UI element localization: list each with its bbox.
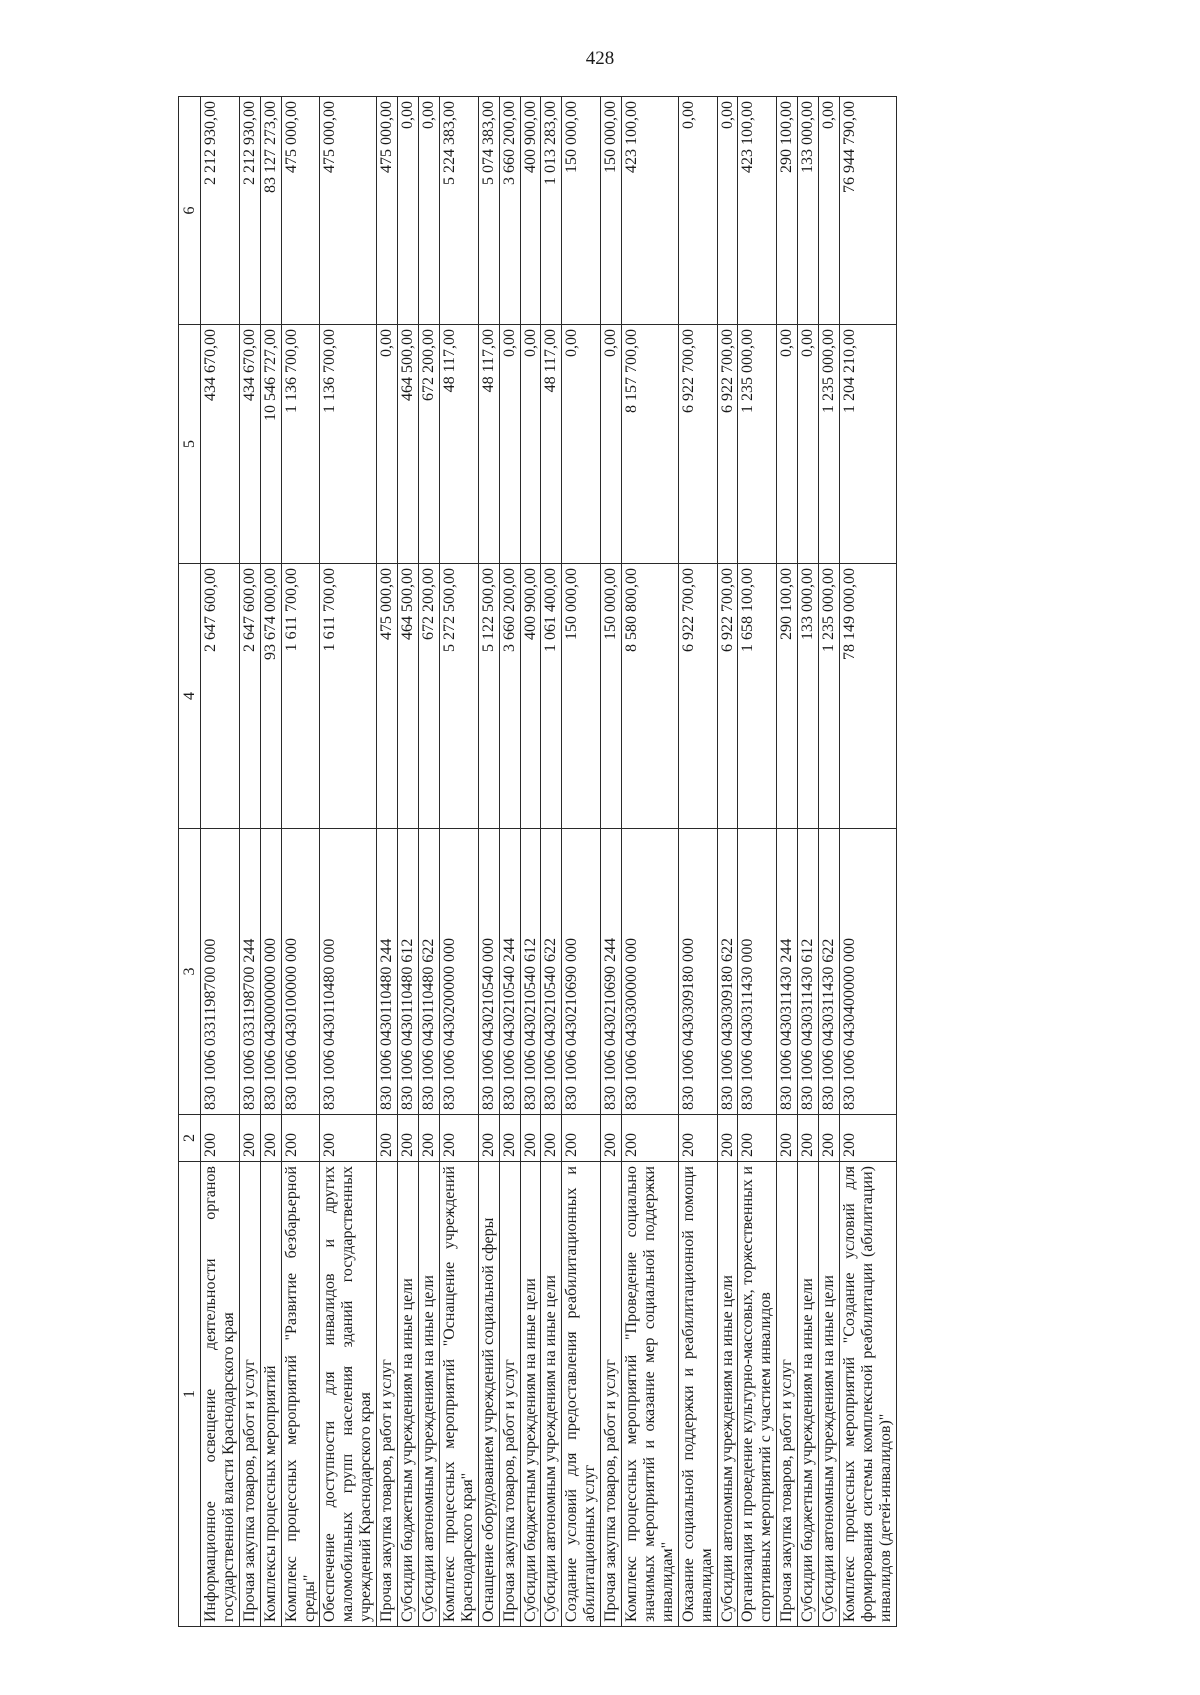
table-row (201, 97, 240, 1627)
table-row (499, 97, 520, 1627)
row-value-col4-cell: 400 900,00 (520, 564, 541, 829)
row-value-col4-cell: 5 122 500,00 (478, 564, 499, 829)
row-kbk-cell: 830 1006 0430000000 000 (260, 829, 281, 1115)
row-value-col5-cell: 0,00 (499, 325, 520, 564)
table-row (622, 97, 679, 1627)
row-value-col6-cell: 423 100,00 (622, 97, 679, 325)
row-code-cell: 200 (418, 1115, 439, 1162)
row-value-col5-cell: 6 922 700,00 (717, 325, 738, 564)
row-value-col6-cell: 76 944 790,00 (840, 97, 897, 325)
row-value-col5-cell: 10 546 727,00 (260, 325, 281, 564)
row-value-col4-cell: 6 922 700,00 (717, 564, 738, 829)
row-code-cell: 200 (499, 1115, 520, 1162)
row-name-cell: Комплекс процессных мероприятий "Проведение социально значимых мероприятий и оказание мер социальной поддержки инвалидам" (622, 1162, 679, 1627)
row-code-cell: 200 (239, 1115, 260, 1162)
row-code-cell: 200 (320, 1115, 377, 1162)
row-name-cell: Прочая закупка товаров, работ и услуг (239, 1162, 260, 1627)
table-row (840, 97, 897, 1627)
row-value-col4-cell: 464 500,00 (398, 564, 419, 829)
table-row (601, 97, 622, 1627)
row-value-col6-cell: 423 100,00 (738, 97, 777, 325)
row-value-col4-cell: 8 580 800,00 (622, 564, 679, 829)
row-name-cell: Прочая закупка товаров, работ и услуг (377, 1162, 398, 1627)
row-name-cell: Субсидии бюджетным учреждениям на иные цели (398, 1162, 419, 1627)
row-name-cell: Субсидии автономным учреждениям на иные цели (418, 1162, 439, 1627)
row-name-cell: Субсидии автономным учреждениям на иные цели (541, 1162, 562, 1627)
row-code-cell: 200 (678, 1115, 717, 1162)
row-value-col5-cell: 0,00 (520, 325, 541, 564)
row-value-col4-cell: 475 000,00 (377, 564, 398, 829)
row-kbk-cell: 830 1006 0430210540 622 (541, 829, 562, 1115)
row-value-col4-cell: 150 000,00 (562, 564, 601, 829)
row-code-cell: 200 (478, 1115, 499, 1162)
row-value-col5-cell: 672 200,00 (418, 325, 439, 564)
row-value-col5-cell: 1 235 000,00 (819, 325, 840, 564)
row-name-cell: Комплекс процессных мероприятий "Оснащение учреждений Краснодарского края" (439, 1162, 478, 1627)
row-kbk-cell: 830 1006 0430311430 244 (777, 829, 798, 1115)
row-value-col4-cell: 93 674 000,00 (260, 564, 281, 829)
row-value-col6-cell: 150 000,00 (601, 97, 622, 325)
row-code-cell: 200 (622, 1115, 679, 1162)
row-value-col6-cell: 133 000,00 (798, 97, 819, 325)
row-value-col6-cell: 400 900,00 (520, 97, 541, 325)
row-value-col5-cell: 434 670,00 (201, 325, 240, 564)
row-code-cell: 200 (840, 1115, 897, 1162)
row-value-col4-cell: 5 272 500,00 (439, 564, 478, 829)
row-value-col5-cell: 0,00 (562, 325, 601, 564)
table-row (260, 97, 281, 1627)
table-row (777, 97, 798, 1627)
row-kbk-cell: 830 1006 0430210540 244 (499, 829, 520, 1115)
page-number: 428 (585, 48, 615, 69)
row-kbk-cell: 830 1006 0430110480 244 (377, 829, 398, 1115)
row-value-col6-cell: 150 000,00 (562, 97, 601, 325)
row-value-col6-cell: 0,00 (418, 97, 439, 325)
table-row (717, 97, 738, 1627)
row-kbk-cell: 830 1006 0430309180 622 (717, 829, 738, 1115)
row-kbk-cell: 830 1006 0430110480 612 (398, 829, 419, 1115)
row-value-col4-cell: 1 611 700,00 (281, 564, 320, 829)
row-value-col5-cell: 0,00 (777, 325, 798, 564)
row-value-col6-cell: 0,00 (398, 97, 419, 325)
row-name-cell: Информационное освещение деятельности органов государственной власти Краснодарского края (201, 1162, 240, 1627)
row-kbk-cell: 830 1006 0430110480 622 (418, 829, 439, 1115)
row-name-cell: Оказание социальной поддержки и реабилитационной помощи инвалидам (678, 1162, 717, 1627)
row-code-cell: 200 (738, 1115, 777, 1162)
row-value-col6-cell: 3 660 200,00 (499, 97, 520, 325)
row-value-col5-cell: 0,00 (798, 325, 819, 564)
header-cell: 1 (179, 1162, 201, 1627)
table-row (562, 97, 601, 1627)
header-cell: 3 (179, 829, 201, 1115)
row-code-cell: 200 (562, 1115, 601, 1162)
row-code-cell: 200 (601, 1115, 622, 1162)
row-value-col4-cell: 1 611 700,00 (320, 564, 377, 829)
row-code-cell: 200 (260, 1115, 281, 1162)
table-row (738, 97, 777, 1627)
row-value-col6-cell: 2 212 930,00 (239, 97, 260, 325)
table-row (281, 97, 320, 1627)
row-kbk-cell: 830 1006 0331198700 000 (201, 829, 240, 1115)
row-value-col4-cell: 6 922 700,00 (678, 564, 717, 829)
row-code-cell: 200 (281, 1115, 320, 1162)
row-value-col5-cell: 6 922 700,00 (678, 325, 717, 564)
row-value-col6-cell: 0,00 (717, 97, 738, 325)
row-kbk-cell: 830 1006 0430311430 612 (798, 829, 819, 1115)
row-name-cell: Комплексы процессных мероприятий (260, 1162, 281, 1627)
row-value-col6-cell: 2 212 930,00 (201, 97, 240, 325)
row-value-col4-cell: 2 647 600,00 (239, 564, 260, 829)
row-value-col5-cell: 1 136 700,00 (281, 325, 320, 564)
row-kbk-cell: 830 1006 0430300000 000 (622, 829, 679, 1115)
row-value-col4-cell: 133 000,00 (798, 564, 819, 829)
row-value-col6-cell: 475 000,00 (377, 97, 398, 325)
row-name-cell: Субсидии автономным учреждениям на иные цели (819, 1162, 840, 1627)
row-value-col4-cell: 2 647 600,00 (201, 564, 240, 829)
table-row (678, 97, 717, 1627)
row-value-col5-cell: 0,00 (601, 325, 622, 564)
row-value-col6-cell: 475 000,00 (320, 97, 377, 325)
row-value-col4-cell: 672 200,00 (418, 564, 439, 829)
table-row (418, 97, 439, 1627)
row-value-col5-cell: 1 136 700,00 (320, 325, 377, 564)
row-name-cell: Субсидии бюджетным учреждениям на иные цели (798, 1162, 819, 1627)
row-kbk-cell: 830 1006 0331198700 244 (239, 829, 260, 1115)
row-value-col6-cell: 0,00 (819, 97, 840, 325)
row-kbk-cell: 830 1006 0430210540 000 (478, 829, 499, 1115)
row-kbk-cell: 830 1006 0430200000 000 (439, 829, 478, 1115)
table-row (819, 97, 840, 1627)
row-code-cell: 200 (777, 1115, 798, 1162)
table-row (320, 97, 377, 1627)
row-value-col5-cell: 48 117,00 (541, 325, 562, 564)
row-name-cell: Субсидии автономным учреждениям на иные цели (717, 1162, 738, 1627)
table-row (398, 97, 419, 1627)
row-code-cell: 200 (798, 1115, 819, 1162)
row-kbk-cell: 830 1006 0430210690 000 (562, 829, 601, 1115)
row-value-col5-cell: 8 157 700,00 (622, 325, 679, 564)
row-value-col5-cell: 48 117,00 (439, 325, 478, 564)
table-row (478, 97, 499, 1627)
row-code-cell: 200 (819, 1115, 840, 1162)
row-value-col6-cell: 0,00 (678, 97, 717, 325)
row-value-col4-cell: 1 658 100,00 (738, 564, 777, 829)
header-cell: 4 (179, 564, 201, 829)
row-value-col5-cell: 1 204 210,00 (840, 325, 897, 564)
row-code-cell: 200 (520, 1115, 541, 1162)
row-value-col5-cell: 48 117,00 (478, 325, 499, 564)
rotated-table-container (178, 97, 1073, 1627)
row-name-cell: Создание условий для предоставления реабилитационных и абилитационных услуг (562, 1162, 601, 1627)
table-row (439, 97, 478, 1627)
row-value-col5-cell: 1 235 000,00 (738, 325, 777, 564)
row-value-col4-cell: 150 000,00 (601, 564, 622, 829)
row-kbk-cell: 830 1006 0430110480 000 (320, 829, 377, 1115)
row-name-cell: Комплекс процессных мероприятий "Создание условий для формирования системы комплексной реабилитации (абилитации) инвалидов (детей-инвалидов)" (840, 1162, 897, 1627)
row-value-col6-cell: 290 100,00 (777, 97, 798, 325)
row-kbk-cell: 830 1006 0430100000 000 (281, 829, 320, 1115)
row-name-cell: Обеспечение доступности для инвалидов и других маломобильных групп населения зданий государственных учреждений Краснодарского края (320, 1162, 377, 1627)
row-code-cell: 200 (439, 1115, 478, 1162)
table-header-row (179, 97, 201, 1627)
header-cell: 2 (179, 1115, 201, 1162)
row-name-cell: Субсидии бюджетным учреждениям на иные цели (520, 1162, 541, 1627)
row-name-cell: Организация и проведение культурно-массовых, торжественных и спортивных мероприятий с участием инвалидов (738, 1162, 777, 1627)
header-cell: 5 (179, 325, 201, 564)
row-value-col6-cell: 5 074 383,00 (478, 97, 499, 325)
table-row (377, 97, 398, 1627)
row-value-col4-cell: 3 660 200,00 (499, 564, 520, 829)
row-name-cell: Прочая закупка товаров, работ и услуг (499, 1162, 520, 1627)
row-kbk-cell: 830 1006 0430311430 000 (738, 829, 777, 1115)
row-kbk-cell: 830 1006 0430309180 000 (678, 829, 717, 1115)
row-code-cell: 200 (541, 1115, 562, 1162)
row-code-cell: 200 (377, 1115, 398, 1162)
row-value-col5-cell: 464 500,00 (398, 325, 419, 564)
row-code-cell: 200 (398, 1115, 419, 1162)
table-row (541, 97, 562, 1627)
table-row (798, 97, 819, 1627)
row-name-cell: Оснащение оборудованием учреждений социальной сферы (478, 1162, 499, 1627)
row-value-col4-cell: 290 100,00 (777, 564, 798, 829)
row-name-cell: Прочая закупка товаров, работ и услуг (777, 1162, 798, 1627)
budget-table (178, 96, 897, 1627)
row-kbk-cell: 830 1006 0430210690 244 (601, 829, 622, 1115)
table-row (239, 97, 260, 1627)
row-value-col5-cell: 434 670,00 (239, 325, 260, 564)
row-value-col4-cell: 1 061 400,00 (541, 564, 562, 829)
row-value-col6-cell: 1 013 283,00 (541, 97, 562, 325)
row-value-col6-cell: 83 127 273,00 (260, 97, 281, 325)
row-name-cell: Комплекс процессных мероприятий "Развитие безбарьерной среды" (281, 1162, 320, 1627)
table-row (520, 97, 541, 1627)
row-code-cell: 200 (717, 1115, 738, 1162)
row-name-cell: Прочая закупка товаров, работ и услуг (601, 1162, 622, 1627)
row-code-cell: 200 (201, 1115, 240, 1162)
row-kbk-cell: 830 1006 0430210540 612 (520, 829, 541, 1115)
row-value-col6-cell: 5 224 383,00 (439, 97, 478, 325)
row-kbk-cell: 830 1006 0430400000 000 (840, 829, 897, 1115)
row-kbk-cell: 830 1006 0430311430 622 (819, 829, 840, 1115)
row-value-col6-cell: 475 000,00 (281, 97, 320, 325)
row-value-col5-cell: 0,00 (377, 325, 398, 564)
row-value-col4-cell: 1 235 000,00 (819, 564, 840, 829)
row-value-col4-cell: 78 149 000,00 (840, 564, 897, 829)
header-cell: 6 (179, 97, 201, 325)
